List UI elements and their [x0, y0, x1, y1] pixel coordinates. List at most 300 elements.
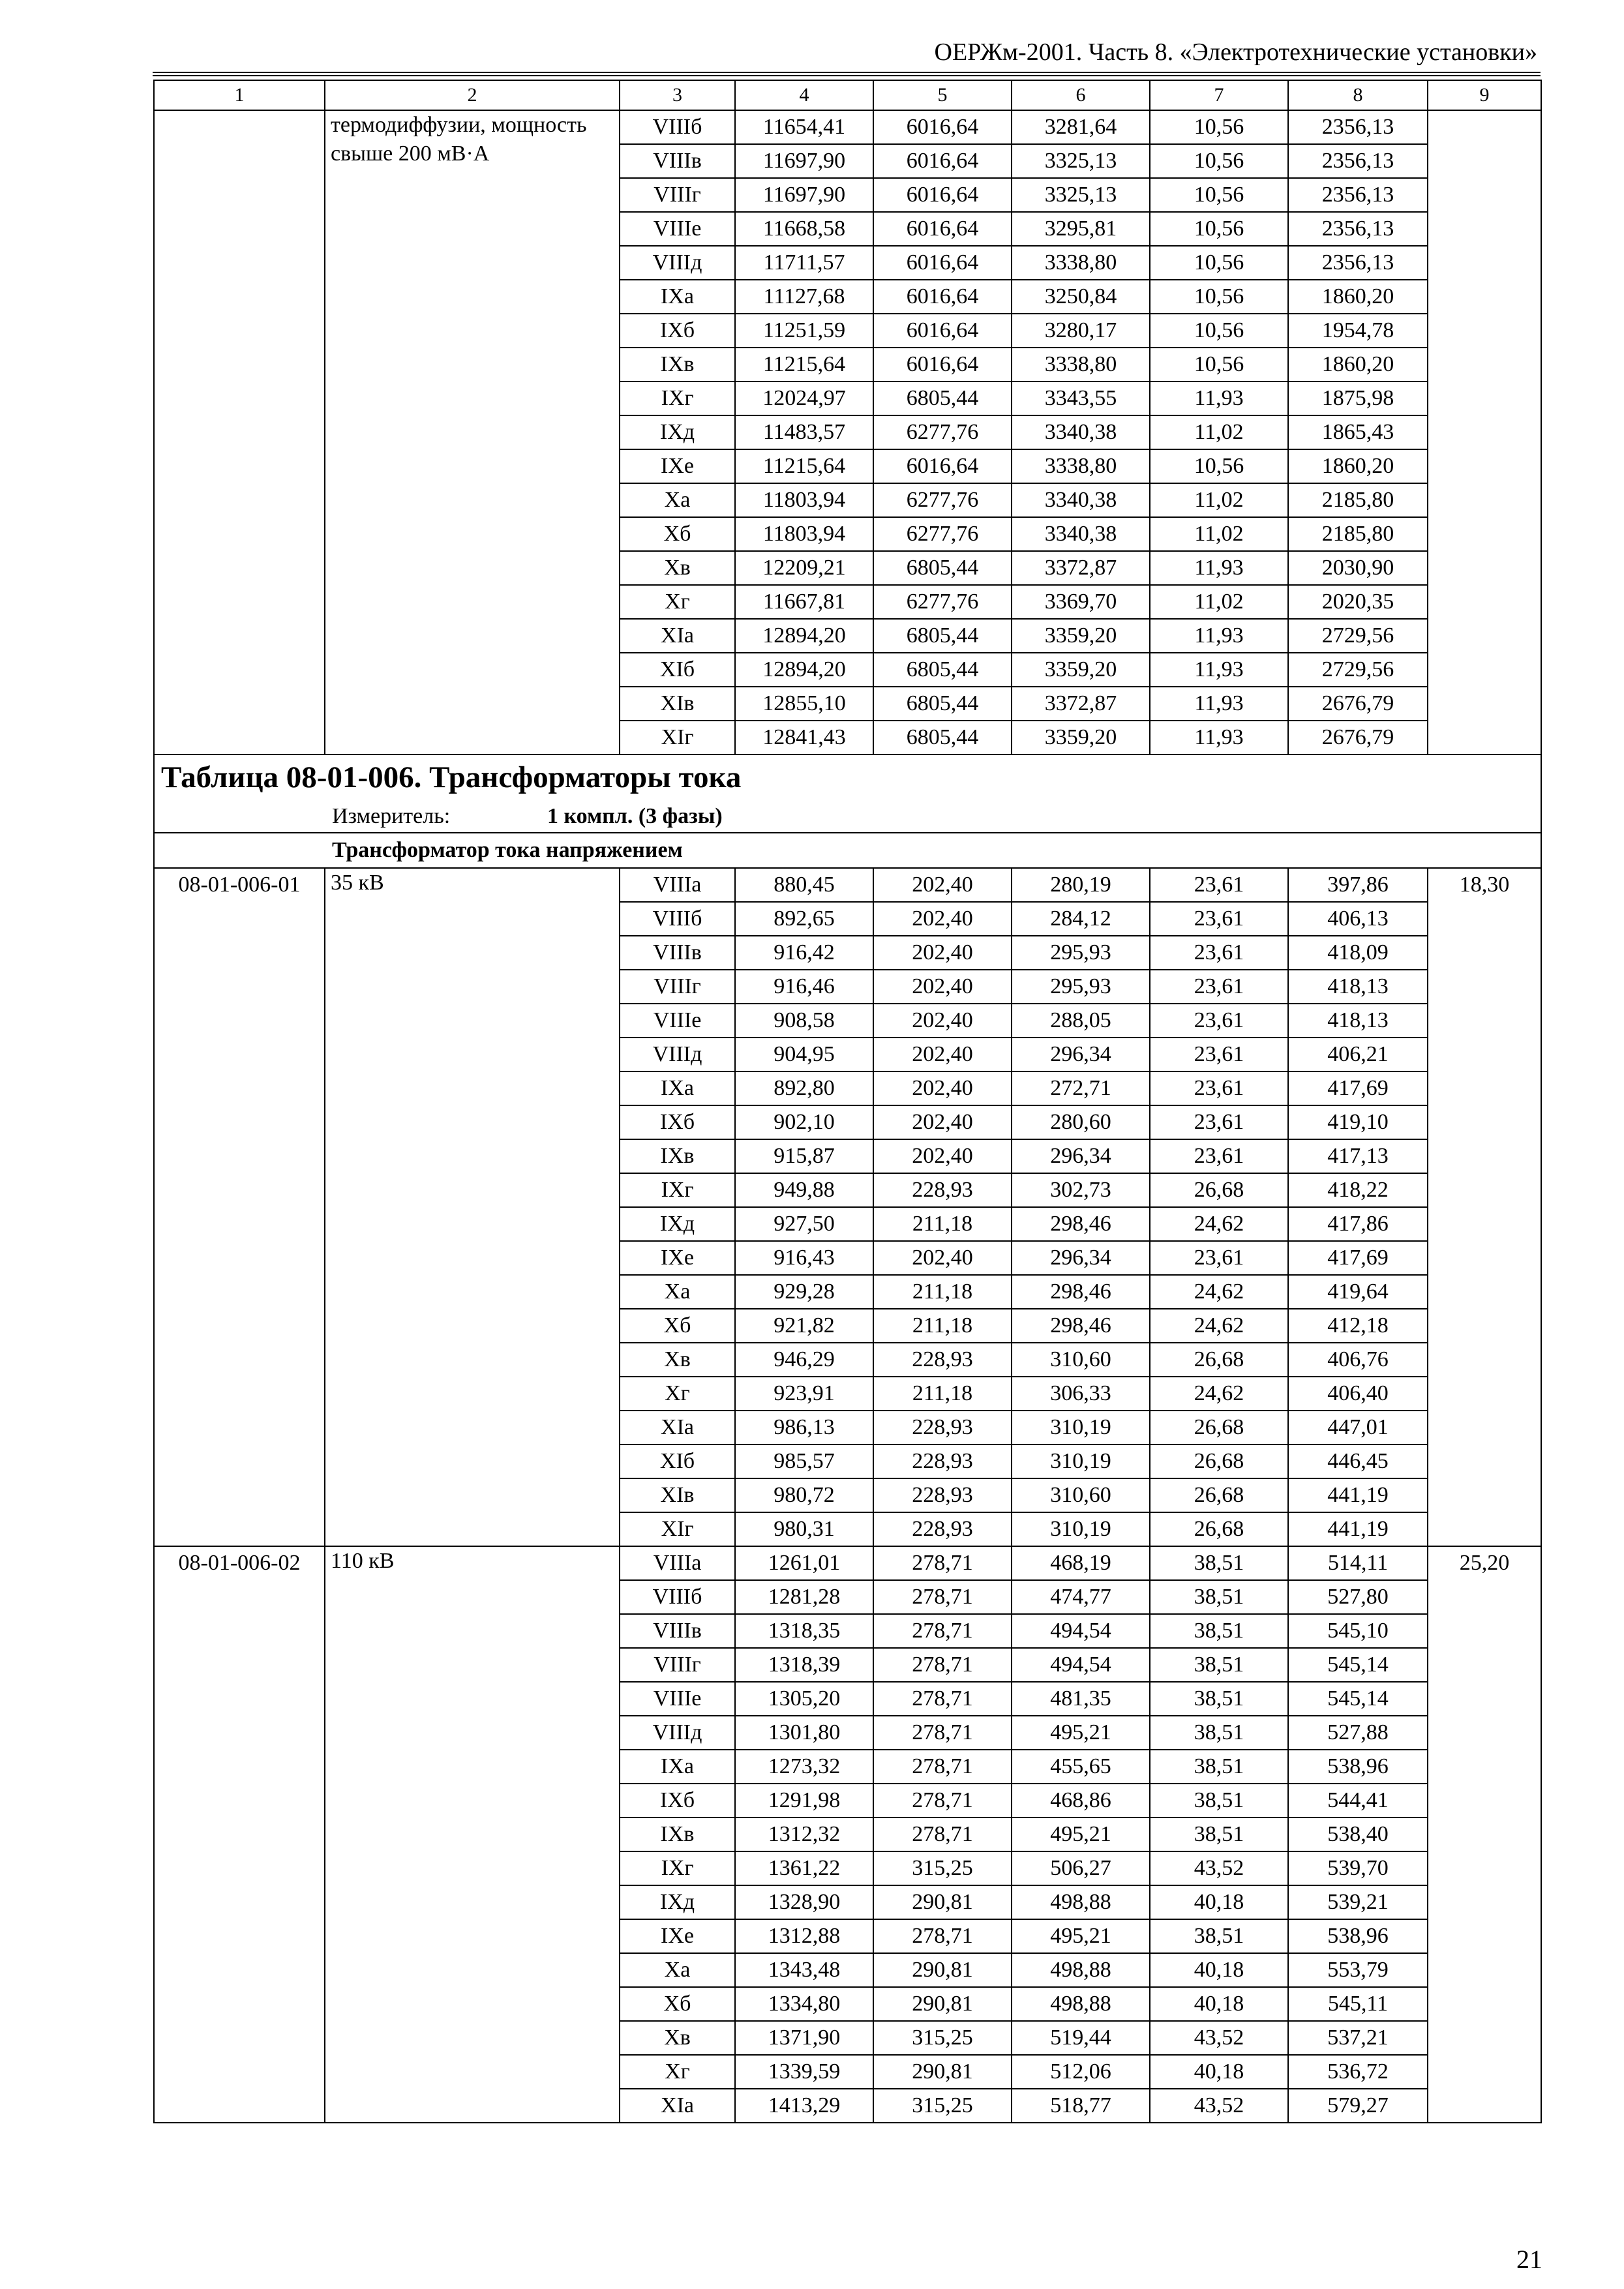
value-cell: 980,31 — [735, 1512, 873, 1546]
zone-cell: IXг — [620, 1851, 735, 1885]
value-cell: 527,88 — [1288, 1716, 1428, 1750]
value-cell: 468,19 — [1012, 1546, 1150, 1580]
value-cell: 10,56 — [1150, 280, 1288, 314]
value-cell: 211,18 — [873, 1275, 1012, 1309]
value-cell: 38,51 — [1150, 1648, 1288, 1682]
value-cell: 228,93 — [873, 1512, 1012, 1546]
value-cell: 12841,43 — [735, 721, 873, 755]
value-cell: 3295,81 — [1012, 212, 1150, 246]
zone-cell: IXг — [620, 382, 735, 415]
zone-cell: VIIIг — [620, 178, 735, 212]
zone-cell: IXа — [620, 1750, 735, 1784]
value-cell: 553,79 — [1288, 1953, 1428, 1987]
value-cell: 929,28 — [735, 1275, 873, 1309]
value-cell: 417,86 — [1288, 1207, 1428, 1241]
value-cell: 202,40 — [873, 970, 1012, 1004]
value-cell: 538,96 — [1288, 1750, 1428, 1784]
zone-cell: VIIIг — [620, 970, 735, 1004]
value-cell: 290,81 — [873, 1953, 1012, 1987]
value-cell: 11215,64 — [735, 449, 873, 483]
value-cell: 310,19 — [1012, 1411, 1150, 1444]
page-number: 21 — [1516, 2245, 1542, 2274]
value-cell: 11654,41 — [735, 110, 873, 144]
section-title: Трансформатор тока напряжением — [154, 833, 1541, 868]
value-cell: 6805,44 — [873, 619, 1012, 653]
value-cell: 26,68 — [1150, 1173, 1288, 1207]
value-cell: 916,43 — [735, 1241, 873, 1275]
value-cell: 40,18 — [1150, 1885, 1288, 1919]
value-cell: 23,61 — [1150, 1105, 1288, 1139]
zone-cell: VIIIб — [620, 902, 735, 936]
running-header: ОЕРЖм-2001. Часть 8. «Электротехнические установки» — [934, 38, 1537, 66]
value-cell: 6277,76 — [873, 585, 1012, 619]
value-cell: 2020,35 — [1288, 585, 1428, 619]
value-cell: 228,93 — [873, 1173, 1012, 1207]
value-cell: 986,13 — [735, 1411, 873, 1444]
value-cell: 296,34 — [1012, 1139, 1150, 1173]
value-cell: 38,51 — [1150, 1580, 1288, 1614]
value-cell: 3250,84 — [1012, 280, 1150, 314]
value-cell: 38,51 — [1150, 1919, 1288, 1953]
value-cell: 6277,76 — [873, 517, 1012, 551]
value-cell: 278,71 — [873, 1716, 1012, 1750]
value-cell: 2356,13 — [1288, 144, 1428, 178]
value-cell: 11711,57 — [735, 246, 873, 280]
value-cell: 43,52 — [1150, 1851, 1288, 1885]
value-cell: 11,93 — [1150, 653, 1288, 687]
value-cell: 24,62 — [1150, 1275, 1288, 1309]
zone-cell: IXе — [620, 1241, 735, 1275]
value-cell: 946,29 — [735, 1343, 873, 1377]
value-cell: 10,56 — [1150, 314, 1288, 348]
value-cell: 6016,64 — [873, 144, 1012, 178]
zone-cell: VIIIв — [620, 144, 735, 178]
value-cell: 3280,17 — [1012, 314, 1150, 348]
value-cell: 10,56 — [1150, 144, 1288, 178]
value-cell: 43,52 — [1150, 2021, 1288, 2055]
value-cell: 441,19 — [1288, 1478, 1428, 1512]
zone-cell: Xг — [620, 585, 735, 619]
zone-cell: VIIIб — [620, 110, 735, 144]
value-cell: 228,93 — [873, 1411, 1012, 1444]
value-cell: 11,02 — [1150, 415, 1288, 449]
column-number: 8 — [1288, 80, 1428, 110]
value-cell: 278,71 — [873, 1614, 1012, 1648]
value-cell: 1343,48 — [735, 1953, 873, 1987]
value-cell: 278,71 — [873, 1546, 1012, 1580]
column-number: 3 — [620, 80, 735, 110]
value-cell: 441,19 — [1288, 1512, 1428, 1546]
zone-cell: IXд — [620, 415, 735, 449]
value-cell: 1261,01 — [735, 1546, 873, 1580]
value-cell: 1318,39 — [735, 1648, 873, 1682]
value-cell: 11803,94 — [735, 517, 873, 551]
value-cell: 310,60 — [1012, 1478, 1150, 1512]
value-cell: 916,42 — [735, 936, 873, 970]
value-cell: 481,35 — [1012, 1682, 1150, 1716]
value-cell: 1860,20 — [1288, 280, 1428, 314]
value-cell: 284,12 — [1012, 902, 1150, 936]
value-cell: 892,65 — [735, 902, 873, 936]
col9-cell — [1428, 110, 1541, 755]
value-cell: 38,51 — [1150, 1784, 1288, 1818]
table-title-cell — [154, 755, 1541, 833]
value-cell: 512,06 — [1012, 2055, 1150, 2089]
value-cell: 1312,88 — [735, 1919, 873, 1953]
value-cell: 24,62 — [1150, 1377, 1288, 1411]
zone-cell: Xа — [620, 483, 735, 517]
zone-cell: Xб — [620, 1309, 735, 1343]
zone-cell: XIа — [620, 1411, 735, 1444]
zone-cell: VIIIд — [620, 1038, 735, 1071]
value-cell: 11803,94 — [735, 483, 873, 517]
value-cell: 406,13 — [1288, 902, 1428, 936]
value-cell: 202,40 — [873, 1071, 1012, 1105]
value-cell: 38,51 — [1150, 1546, 1288, 1580]
value-cell: 985,57 — [735, 1444, 873, 1478]
value-cell: 38,51 — [1150, 1818, 1288, 1851]
value-cell: 280,19 — [1012, 868, 1150, 902]
header-rule-2 — [153, 75, 1541, 76]
value-cell: 11668,58 — [735, 212, 873, 246]
value-cell: 228,93 — [873, 1444, 1012, 1478]
zone-cell: IXа — [620, 1071, 735, 1105]
value-cell: 3325,13 — [1012, 144, 1150, 178]
value-cell: 26,68 — [1150, 1512, 1288, 1546]
zone-cell: VIIIв — [620, 1614, 735, 1648]
description-cell: термодиффузии, мощность свыше 200 мВ·А — [325, 110, 620, 755]
zone-cell: IXг — [620, 1173, 735, 1207]
value-cell: 539,70 — [1288, 1851, 1428, 1885]
value-cell: 3340,38 — [1012, 517, 1150, 551]
value-cell: 6016,64 — [873, 212, 1012, 246]
value-cell: 538,40 — [1288, 1818, 1428, 1851]
value-cell: 2185,80 — [1288, 517, 1428, 551]
value-cell: 23,61 — [1150, 1139, 1288, 1173]
table-row — [154, 868, 1541, 902]
value-cell: 278,71 — [873, 1750, 1012, 1784]
value-cell: 446,45 — [1288, 1444, 1428, 1478]
value-cell: 298,46 — [1012, 1275, 1150, 1309]
value-cell: 278,71 — [873, 1580, 1012, 1614]
zone-cell: VIIIа — [620, 868, 735, 902]
value-cell: 11,93 — [1150, 619, 1288, 653]
value-cell: 202,40 — [873, 1038, 1012, 1071]
value-cell: 40,18 — [1150, 1953, 1288, 1987]
value-cell: 10,56 — [1150, 449, 1288, 483]
value-cell: 12894,20 — [735, 619, 873, 653]
value-cell: 11,02 — [1150, 517, 1288, 551]
value-cell: 278,71 — [873, 1919, 1012, 1953]
value-cell: 11,93 — [1150, 687, 1288, 721]
value-cell: 11215,64 — [735, 348, 873, 382]
value-cell: 278,71 — [873, 1784, 1012, 1818]
zone-cell: IXе — [620, 449, 735, 483]
zone-cell: XIг — [620, 721, 735, 755]
zone-cell: VIIIб — [620, 1580, 735, 1614]
value-cell: 518,77 — [1012, 2089, 1150, 2123]
value-cell: 10,56 — [1150, 110, 1288, 144]
zone-cell: VIIIв — [620, 936, 735, 970]
value-cell: 295,93 — [1012, 936, 1150, 970]
value-cell: 2356,13 — [1288, 110, 1428, 144]
value-cell: 306,33 — [1012, 1377, 1150, 1411]
value-cell: 923,91 — [735, 1377, 873, 1411]
value-cell: 545,11 — [1288, 1987, 1428, 2021]
value-cell: 545,10 — [1288, 1614, 1428, 1648]
zone-cell: XIб — [620, 1444, 735, 1478]
table-row — [154, 110, 1541, 144]
value-cell: 447,01 — [1288, 1411, 1428, 1444]
value-cell: 3338,80 — [1012, 246, 1150, 280]
value-cell: 417,69 — [1288, 1071, 1428, 1105]
value-cell: 202,40 — [873, 1105, 1012, 1139]
value-cell: 38,51 — [1150, 1750, 1288, 1784]
value-cell: 1413,29 — [735, 2089, 873, 2123]
value-cell: 527,80 — [1288, 1580, 1428, 1614]
value-cell: 6805,44 — [873, 551, 1012, 585]
value-cell: 494,54 — [1012, 1648, 1150, 1682]
value-cell: 211,18 — [873, 1207, 1012, 1241]
zone-cell: Xа — [620, 1953, 735, 1987]
value-cell: 290,81 — [873, 1987, 1012, 2021]
value-cell: 455,65 — [1012, 1750, 1150, 1784]
column-number: 4 — [735, 80, 873, 110]
value-cell: 3343,55 — [1012, 382, 1150, 415]
value-cell: 3359,20 — [1012, 653, 1150, 687]
value-cell: 980,72 — [735, 1478, 873, 1512]
code-cell: 08-01-006-02 — [154, 1546, 325, 2123]
value-cell: 298,46 — [1012, 1309, 1150, 1343]
value-cell: 202,40 — [873, 902, 1012, 936]
value-cell: 211,18 — [873, 1309, 1012, 1343]
value-cell: 310,60 — [1012, 1343, 1150, 1377]
value-cell: 1334,80 — [735, 1987, 873, 2021]
value-cell: 302,73 — [1012, 1173, 1150, 1207]
table-title: Таблица 08-01-006. Трансформаторы тока — [161, 760, 742, 794]
zone-cell: VIIIг — [620, 1648, 735, 1682]
value-cell: 2356,13 — [1288, 178, 1428, 212]
column-number: 9 — [1428, 80, 1541, 110]
value-cell: 949,88 — [735, 1173, 873, 1207]
value-cell: 11,02 — [1150, 585, 1288, 619]
zone-cell: IXв — [620, 348, 735, 382]
table-body — [154, 80, 1541, 2123]
value-cell: 545,14 — [1288, 1648, 1428, 1682]
value-cell: 2676,79 — [1288, 687, 1428, 721]
value-cell: 6805,44 — [873, 721, 1012, 755]
value-cell: 296,34 — [1012, 1038, 1150, 1071]
value-cell: 202,40 — [873, 1139, 1012, 1173]
value-cell: 1312,32 — [735, 1818, 873, 1851]
value-cell: 310,19 — [1012, 1512, 1150, 1546]
value-cell: 1954,78 — [1288, 314, 1428, 348]
value-cell: 23,61 — [1150, 970, 1288, 1004]
value-cell: 1339,59 — [735, 2055, 873, 2089]
value-cell: 202,40 — [873, 868, 1012, 902]
value-cell: 202,40 — [873, 936, 1012, 970]
zone-cell: Xг — [620, 2055, 735, 2089]
value-cell: 545,14 — [1288, 1682, 1428, 1716]
value-cell: 1361,22 — [735, 1851, 873, 1885]
value-cell: 310,19 — [1012, 1444, 1150, 1478]
value-cell: 26,68 — [1150, 1411, 1288, 1444]
value-cell: 24,62 — [1150, 1207, 1288, 1241]
value-cell: 3359,20 — [1012, 721, 1150, 755]
value-cell: 3359,20 — [1012, 619, 1150, 653]
value-cell: 38,51 — [1150, 1682, 1288, 1716]
column-number: 5 — [873, 80, 1012, 110]
zone-cell: VIIIд — [620, 1716, 735, 1750]
zone-cell: XIв — [620, 1478, 735, 1512]
value-cell: 418,13 — [1288, 1004, 1428, 1038]
value-cell: 11697,90 — [735, 178, 873, 212]
value-cell: 278,71 — [873, 1648, 1012, 1682]
value-cell: 3369,70 — [1012, 585, 1150, 619]
value-cell: 228,93 — [873, 1343, 1012, 1377]
value-cell: 921,82 — [735, 1309, 873, 1343]
value-cell: 474,77 — [1012, 1580, 1150, 1614]
value-cell: 298,46 — [1012, 1207, 1150, 1241]
value-cell: 468,86 — [1012, 1784, 1150, 1818]
value-cell: 202,40 — [873, 1241, 1012, 1275]
value-cell: 1860,20 — [1288, 449, 1428, 483]
section-row — [154, 833, 1541, 868]
zone-cell: IXд — [620, 1207, 735, 1241]
zone-cell: IXа — [620, 280, 735, 314]
value-cell: 290,81 — [873, 1885, 1012, 1919]
value-cell: 494,54 — [1012, 1614, 1150, 1648]
value-cell: 1371,90 — [735, 2021, 873, 2055]
value-cell: 514,11 — [1288, 1546, 1428, 1580]
zone-cell: IXв — [620, 1818, 735, 1851]
value-cell: 1301,80 — [735, 1716, 873, 1750]
value-cell: 417,69 — [1288, 1241, 1428, 1275]
column-number: 2 — [325, 80, 620, 110]
value-cell: 11251,59 — [735, 314, 873, 348]
value-cell: 23,61 — [1150, 1071, 1288, 1105]
value-cell: 290,81 — [873, 2055, 1012, 2089]
value-cell: 412,18 — [1288, 1309, 1428, 1343]
header-rule — [153, 72, 1541, 73]
value-cell: 915,87 — [735, 1139, 873, 1173]
value-cell: 315,25 — [873, 2089, 1012, 2123]
value-cell: 6277,76 — [873, 415, 1012, 449]
value-cell: 927,50 — [735, 1207, 873, 1241]
value-cell: 272,71 — [1012, 1071, 1150, 1105]
value-cell: 1328,90 — [735, 1885, 873, 1919]
price-table — [153, 80, 1542, 2123]
value-cell: 23,61 — [1150, 1241, 1288, 1275]
zone-cell: VIIIе — [620, 1682, 735, 1716]
value-cell: 10,56 — [1150, 348, 1288, 382]
value-cell: 315,25 — [873, 2021, 1012, 2055]
value-cell: 892,80 — [735, 1071, 873, 1105]
value-cell: 417,13 — [1288, 1139, 1428, 1173]
value-cell: 6805,44 — [873, 382, 1012, 415]
value-cell: 278,71 — [873, 1818, 1012, 1851]
value-cell: 6805,44 — [873, 687, 1012, 721]
zone-cell: Xг — [620, 1377, 735, 1411]
value-cell: 498,88 — [1012, 1953, 1150, 1987]
zone-cell: IXд — [620, 1885, 735, 1919]
zone-cell: VIIIе — [620, 212, 735, 246]
value-cell: 11483,57 — [735, 415, 873, 449]
value-cell: 1860,20 — [1288, 348, 1428, 382]
value-cell: 539,21 — [1288, 1885, 1428, 1919]
value-cell: 418,09 — [1288, 936, 1428, 970]
value-cell: 26,68 — [1150, 1343, 1288, 1377]
value-cell: 2676,79 — [1288, 721, 1428, 755]
table-title-row — [154, 755, 1541, 833]
description-cell: 35 кВ — [325, 868, 620, 1546]
value-cell: 1281,28 — [735, 1580, 873, 1614]
zone-cell: Xб — [620, 517, 735, 551]
value-cell: 12855,10 — [735, 687, 873, 721]
value-cell: 2185,80 — [1288, 483, 1428, 517]
zone-cell: IXб — [620, 1784, 735, 1818]
value-cell: 315,25 — [873, 1851, 1012, 1885]
value-cell: 11,93 — [1150, 721, 1288, 755]
zone-cell: Xв — [620, 2021, 735, 2055]
zone-cell: IXб — [620, 1105, 735, 1139]
value-cell: 537,21 — [1288, 2021, 1428, 2055]
value-cell: 38,51 — [1150, 1716, 1288, 1750]
value-cell: 11667,81 — [735, 585, 873, 619]
value-cell: 12209,21 — [735, 551, 873, 585]
value-cell: 2356,13 — [1288, 212, 1428, 246]
value-cell: 498,88 — [1012, 1885, 1150, 1919]
value-cell: 419,64 — [1288, 1275, 1428, 1309]
value-cell: 10,56 — [1150, 246, 1288, 280]
value-cell: 26,68 — [1150, 1444, 1288, 1478]
value-cell: 6016,64 — [873, 178, 1012, 212]
value-cell: 406,76 — [1288, 1343, 1428, 1377]
column-number: 1 — [154, 80, 325, 110]
measure-value: 1 компл. (3 фазы) — [547, 804, 723, 828]
value-cell: 418,13 — [1288, 970, 1428, 1004]
value-cell: 902,10 — [735, 1105, 873, 1139]
value-cell: 6016,64 — [873, 449, 1012, 483]
value-cell: 296,34 — [1012, 1241, 1150, 1275]
col9-cell: 18,30 — [1428, 868, 1541, 1546]
value-cell: 397,86 — [1288, 868, 1428, 902]
value-cell: 288,05 — [1012, 1004, 1150, 1038]
value-cell: 280,60 — [1012, 1105, 1150, 1139]
value-cell: 38,51 — [1150, 1614, 1288, 1648]
value-cell: 295,93 — [1012, 970, 1150, 1004]
column-number: 7 — [1150, 80, 1288, 110]
value-cell: 579,27 — [1288, 2089, 1428, 2123]
zone-cell: IXв — [620, 1139, 735, 1173]
zone-cell: Xв — [620, 551, 735, 585]
value-cell: 6277,76 — [873, 483, 1012, 517]
value-cell: 278,71 — [873, 1682, 1012, 1716]
value-cell: 1273,32 — [735, 1750, 873, 1784]
value-cell: 6016,64 — [873, 280, 1012, 314]
value-cell: 6016,64 — [873, 348, 1012, 382]
value-cell: 10,56 — [1150, 212, 1288, 246]
value-cell: 23,61 — [1150, 936, 1288, 970]
value-cell: 536,72 — [1288, 2055, 1428, 2089]
value-cell: 1865,43 — [1288, 415, 1428, 449]
value-cell: 23,61 — [1150, 902, 1288, 936]
value-cell: 6016,64 — [873, 314, 1012, 348]
zone-cell: IXе — [620, 1919, 735, 1953]
zone-cell: XIб — [620, 653, 735, 687]
value-cell: 24,62 — [1150, 1309, 1288, 1343]
value-cell: 519,44 — [1012, 2021, 1150, 2055]
